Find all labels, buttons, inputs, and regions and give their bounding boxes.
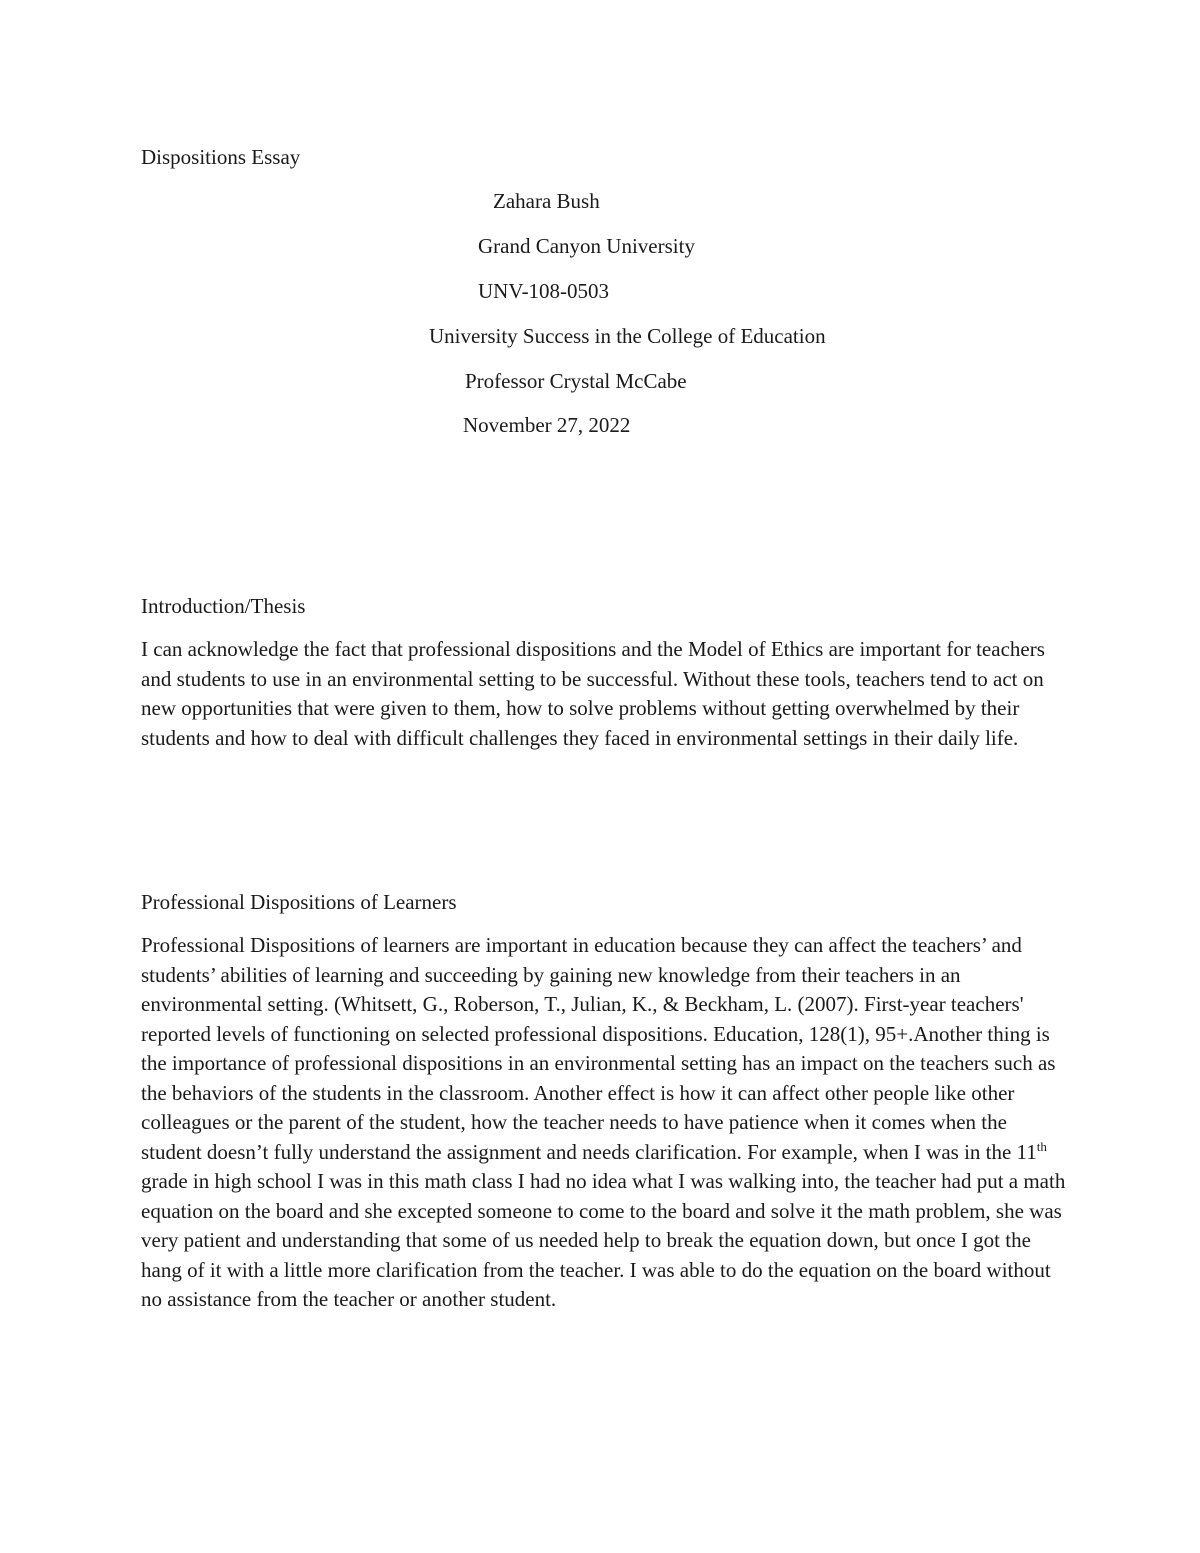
introduction-paragraph [141,635,1066,753]
university-name: Grand Canyon University [478,234,695,258]
essay-title: Dispositions Essay [141,145,301,169]
ordinal-superscript: th [1036,1138,1047,1154]
course-code: UNV-108-0503 [478,279,610,303]
dispositions-paragraph [141,931,1066,1315]
section-heading-dispositions: Professional Dispositions of Learners [141,890,457,914]
dispositions-text-part2: grade in high school I was in this math class I had no idea what I was walking into, the teacher had put a math equation on the board and she excepted someone to come to the board and solve it the math problem, she was very patient and understanding that some of us needed help to break the equation down, but once I got the hang of it with a little more clarification from the teacher. I was able to do the equation on the board without no assistance from the teacher or another student. [141,1169,1066,1311]
dispositions-paragraph-text [141,931,1066,1315]
submission-date: November 27, 2022 [463,413,631,437]
dispositions-text-part1: Professional Dispositions of learners are important in education because they can affect the teachers’ and students’ abilities of learning and succeeding by gaining new knowledge from their teachers in an environmental setting. (Whitsett, G., Roberson, T., Julian, K., & Beckham, L. (2007). First-year teachers' reported levels of functioning on selected professional dispositions. Education, 128(1), 95+.Another thing is the importance of professional dispositions in an environmental setting has an impact on the teachers such as the behaviors of the students in the classroom. Another effect is how it can affect other people like other colleagues or the parent of the student, how the teacher needs to have patience when it comes when the student doesn’t fully understand the assignment and needs clarification. For example, when I was in the 11 [141,933,1056,1164]
introduction-paragraph-text: I can acknowledge the fact that professional dispositions and the Model of Ethics are important for teachers and students to use in an environmental setting to be successful. Without these tools, teachers tend to act on new opportunities that were given to them, how to solve problems without getting overwhelmed by their students and how to deal with difficult challenges they faced in environmental settings in their daily life. [141,637,1045,750]
author-name: Zahara Bush [493,189,600,213]
professor-name: Professor Crystal McCabe [465,369,687,393]
course-name: University Success in the College of Education [429,324,826,348]
section-heading-introduction: Introduction/Thesis [141,594,306,618]
